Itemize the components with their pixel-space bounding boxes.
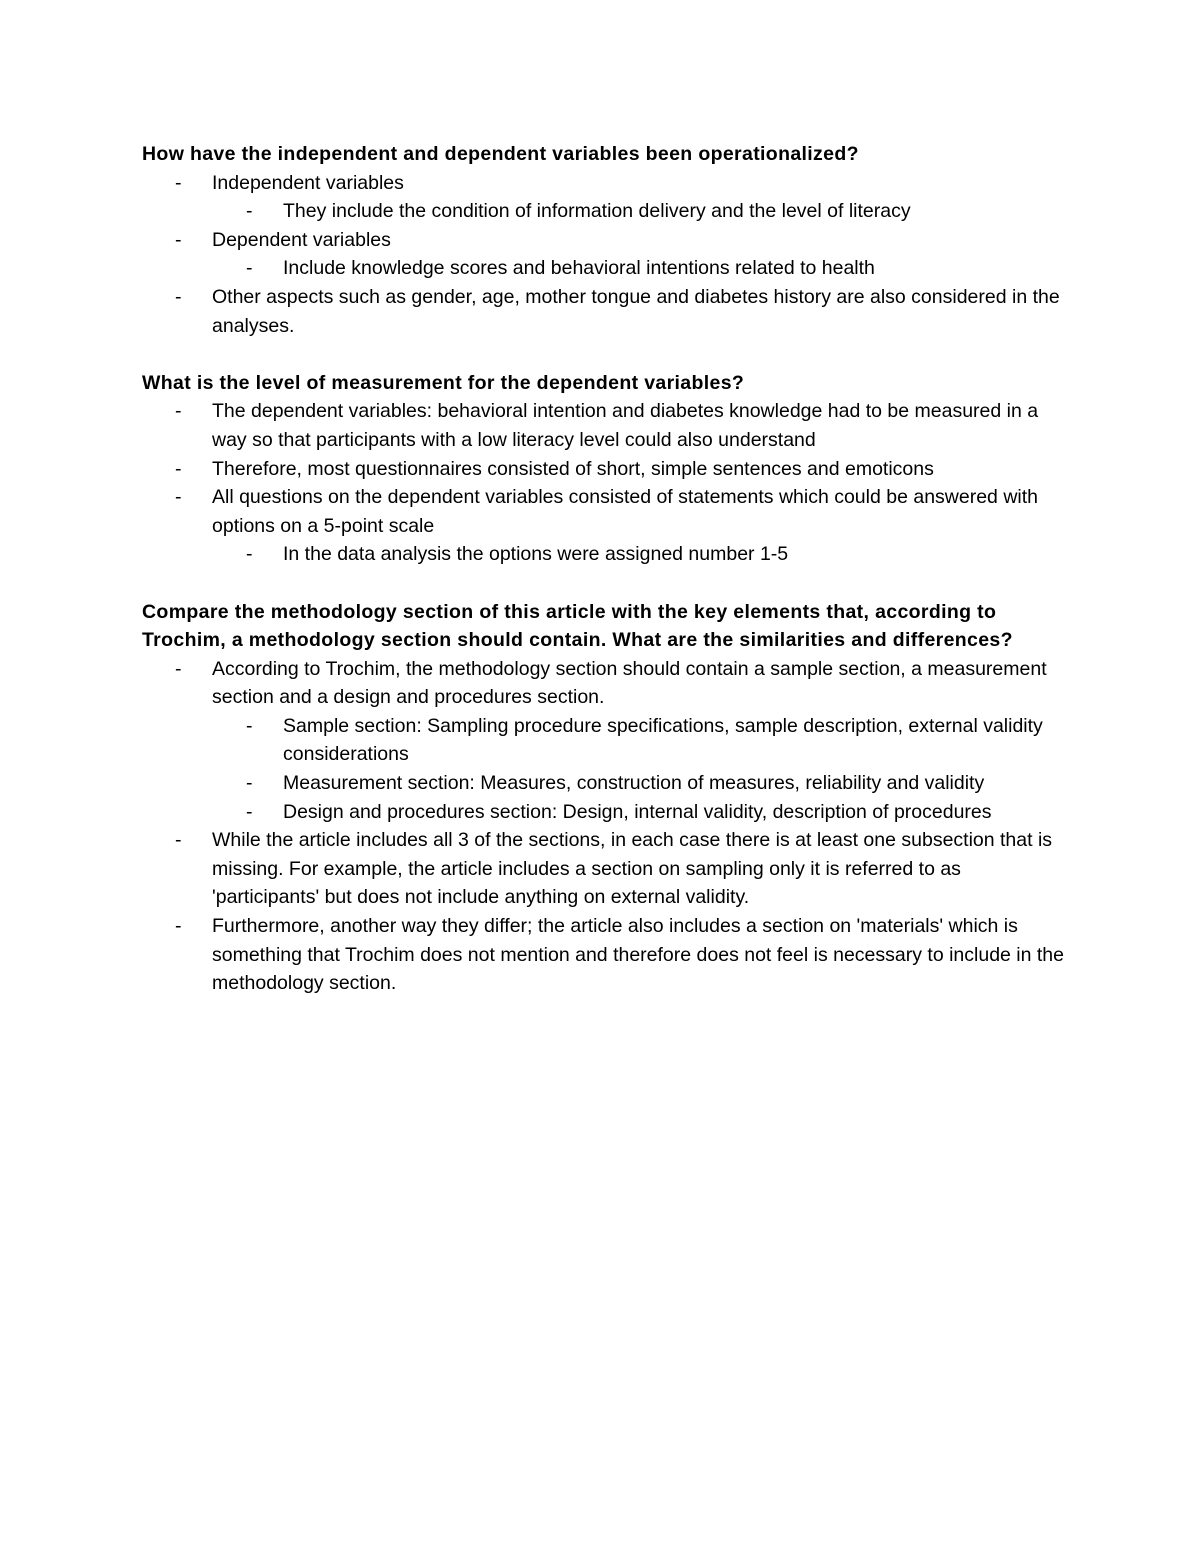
bullet-item [142,169,1072,198]
dash-marker: - [246,543,253,566]
bullet-item [142,483,1072,540]
bullet-item [142,397,1072,454]
section-methodology-comparison [142,598,1072,998]
bullet-text: Design and procedures section: Design, internal validity, description of procedures [283,800,992,823]
bullet-text: All questions on the dependent variables consisted of statements which could be answered with options on a 5-point scale [212,486,1038,537]
bullet-item [142,655,1072,712]
bullet-text: Measurement section: Measures, construction of measures, reliability and validity [283,772,985,795]
bullet-item [142,283,1072,340]
bullet-text: They include the condition of information delivery and the level of literacy [283,200,911,223]
bullet-text: Dependent variables [212,228,391,251]
bullet-item [142,455,1072,484]
bullet-text: Therefore, most questionnaires consisted of short, simple sentences and emoticons [212,457,934,480]
dash-marker: - [175,285,182,308]
dash-marker: - [246,800,253,823]
dash-marker: - [246,772,253,795]
sub-bullet-item [142,798,1072,827]
bullet-text: According to Trochim, the methodology section should contain a sample section, a measurement section and a design and procedures section. [212,657,1047,709]
bullet-text: While the article includes all 3 of the sections, in each case there is at least one subsection that is missing. For example, the article includes a section on sampling only it is referred to as 'participants' but does not include anything on external validity. [212,829,1053,909]
dash-marker: - [175,915,182,938]
bullet-text: Furthermore, another way they differ; the article also includes a section on 'materials' which is something that Trochim does not mention and therefore does not feel is necessary to include in the methodology section. [212,915,1065,995]
bullet-item [142,826,1072,912]
section-question: How have the independent and dependent variables been operationalized? [142,143,859,165]
bullet-text: The dependent variables: behavioral intention and diabetes knowledge had to be measured in a way so that participants with a low literacy level could also understand [212,400,1039,451]
bullet-item [142,226,1072,255]
dash-marker: - [175,486,182,509]
section-measurement-level [142,369,1072,569]
dash-marker: - [175,171,182,194]
dash-marker: - [246,257,253,280]
section-operationalization [142,140,1072,340]
bullet-text: In the data analysis the options were assigned number 1-5 [283,543,789,566]
section-question: Compare the methodology section of this article with the key elements that, according to Trochim, a methodology section should contain. What are the similarities and differences? [142,600,1013,652]
dash-marker: - [175,400,182,423]
document-content [142,140,1072,1026]
bullet-text: Other aspects such as gender, age, mother tongue and diabetes history are also considered in the analyses. [212,285,1060,337]
dash-marker: - [175,657,182,680]
sub-bullet-item [142,712,1072,769]
dash-marker: - [175,829,182,852]
bullet-text: Independent variables [212,171,404,194]
dash-marker: - [175,228,182,251]
sub-bullet-item [142,769,1072,798]
sub-bullet-item [142,254,1072,283]
sub-bullet-item [142,197,1072,226]
bullet-text: Sample section: Sampling procedure specifications, sample description, external validity considerations [283,714,1043,766]
dash-marker: - [246,714,253,737]
section-question: What is the level of measurement for the dependent variables? [142,371,745,394]
bullet-text: Include knowledge scores and behavioral intentions related to health [283,257,875,280]
dash-marker: - [246,200,253,223]
bullet-item [142,912,1072,998]
sub-bullet-item [142,540,1072,569]
dash-marker: - [175,457,182,480]
